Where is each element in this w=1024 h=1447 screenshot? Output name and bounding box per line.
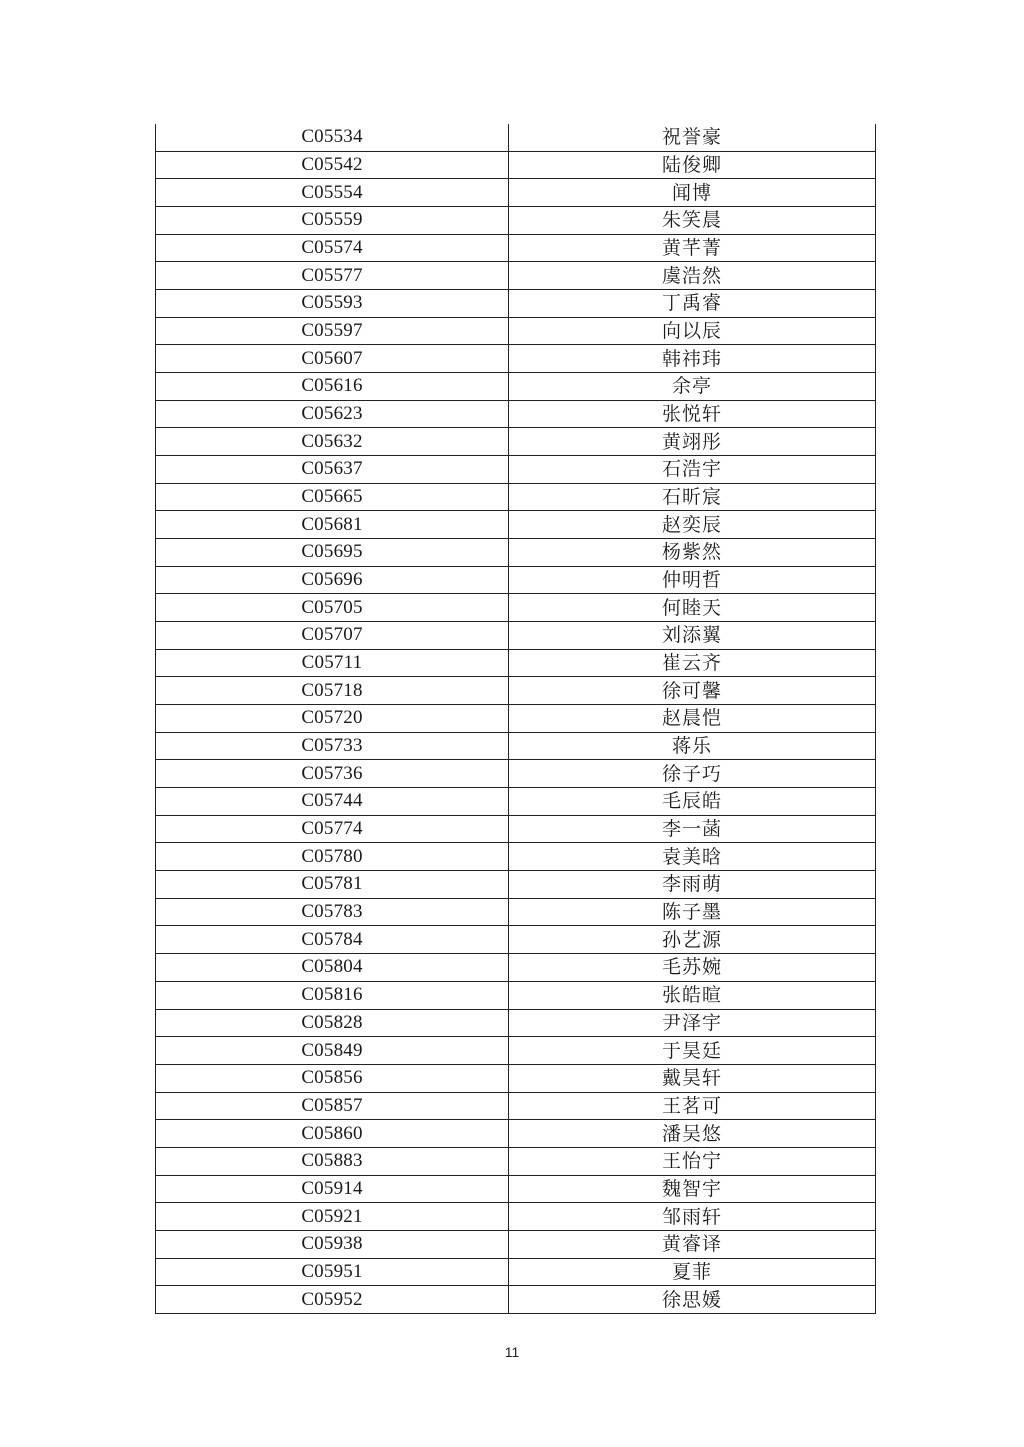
candidate-name-cell: 祝誉豪 — [509, 124, 876, 151]
table-row — [156, 649, 876, 677]
candidate-name-cell: 夏菲 — [509, 1258, 876, 1286]
candidate-name-cell: 戴昊轩 — [509, 1064, 876, 1092]
candidate-id-cell: C05637 — [156, 456, 509, 484]
table-row — [156, 898, 876, 926]
table-row — [156, 151, 876, 179]
candidate-name-cell: 李一菡 — [509, 815, 876, 843]
candidate-id-cell: C05736 — [156, 760, 509, 788]
candidate-id-cell: C05781 — [156, 871, 509, 899]
table-row — [156, 1092, 876, 1120]
table-row — [156, 1286, 876, 1314]
candidate-id-cell: C05816 — [156, 981, 509, 1009]
candidate-id-cell: C05695 — [156, 539, 509, 567]
candidate-id-cell: C05849 — [156, 1037, 509, 1065]
table-row — [156, 456, 876, 484]
candidate-id-cell: C05574 — [156, 234, 509, 262]
candidate-name-cell: 赵晨恺 — [509, 705, 876, 733]
candidate-name-cell: 丁禹睿 — [509, 290, 876, 318]
candidate-name-cell: 陈子墨 — [509, 898, 876, 926]
candidate-name-cell: 向以辰 — [509, 317, 876, 345]
candidate-id-cell: C05707 — [156, 622, 509, 650]
table-row — [156, 926, 876, 954]
candidate-id-cell: C05696 — [156, 566, 509, 594]
table-row — [156, 428, 876, 456]
candidate-id-cell: C05938 — [156, 1230, 509, 1258]
candidate-id-cell: C05784 — [156, 926, 509, 954]
candidate-id-cell: C05720 — [156, 705, 509, 733]
candidate-id-cell: C05914 — [156, 1175, 509, 1203]
candidate-name-cell: 韩祎玮 — [509, 345, 876, 373]
candidate-name-cell: 魏智宇 — [509, 1175, 876, 1203]
candidate-id-cell: C05559 — [156, 207, 509, 235]
candidate-name-cell: 仲明哲 — [509, 566, 876, 594]
roster-table — [155, 124, 876, 1314]
candidate-id-cell: C05681 — [156, 511, 509, 539]
candidate-name-cell: 杨紫然 — [509, 539, 876, 567]
table-row — [156, 705, 876, 733]
table-row — [156, 539, 876, 567]
candidate-name-cell: 石昕宸 — [509, 483, 876, 511]
candidate-name-cell: 王茗可 — [509, 1092, 876, 1120]
candidate-name-cell: 何睦天 — [509, 594, 876, 622]
candidate-id-cell: C05856 — [156, 1064, 509, 1092]
candidate-name-cell: 张皓暄 — [509, 981, 876, 1009]
candidate-name-cell: 潘吴悠 — [509, 1120, 876, 1148]
candidate-id-cell: C05774 — [156, 815, 509, 843]
page-number: 11 — [504, 1344, 520, 1360]
candidate-id-cell: C05711 — [156, 649, 509, 677]
table-row — [156, 981, 876, 1009]
table-row — [156, 317, 876, 345]
candidate-id-cell: C05577 — [156, 262, 509, 290]
candidate-id-cell: C05921 — [156, 1203, 509, 1231]
candidate-name-cell: 蒋乐 — [509, 732, 876, 760]
candidate-id-cell: C05623 — [156, 400, 509, 428]
table-row — [156, 345, 876, 373]
table-row — [156, 843, 876, 871]
candidate-name-cell: 袁美晗 — [509, 843, 876, 871]
table-row — [156, 954, 876, 982]
candidate-name-cell: 黄睿译 — [509, 1230, 876, 1258]
table-row — [156, 1258, 876, 1286]
candidate-id-cell: C05597 — [156, 317, 509, 345]
candidate-id-cell: C05952 — [156, 1286, 509, 1314]
candidate-id-cell: C05607 — [156, 345, 509, 373]
table-row — [156, 1009, 876, 1037]
table-row — [156, 1175, 876, 1203]
candidate-name-cell: 邹雨轩 — [509, 1203, 876, 1231]
table-row — [156, 566, 876, 594]
candidate-id-cell: C05780 — [156, 843, 509, 871]
candidate-id-cell: C05593 — [156, 290, 509, 318]
candidate-name-cell: 陆俊卿 — [509, 151, 876, 179]
candidate-id-cell: C05542 — [156, 151, 509, 179]
candidate-id-cell: C05705 — [156, 594, 509, 622]
candidate-id-cell: C05951 — [156, 1258, 509, 1286]
table-row — [156, 373, 876, 401]
candidate-name-cell: 朱笑晨 — [509, 207, 876, 235]
table-row — [156, 677, 876, 705]
candidate-name-cell: 毛苏婉 — [509, 954, 876, 982]
candidate-id-cell: C05857 — [156, 1092, 509, 1120]
candidate-id-cell: C05804 — [156, 954, 509, 982]
table-row — [156, 290, 876, 318]
candidate-name-cell: 石浩宇 — [509, 456, 876, 484]
candidate-name-cell: 徐思媛 — [509, 1286, 876, 1314]
table-row — [156, 483, 876, 511]
candidate-id-cell: C05733 — [156, 732, 509, 760]
candidate-name-cell: 尹泽宇 — [509, 1009, 876, 1037]
table-row — [156, 788, 876, 816]
table-row — [156, 511, 876, 539]
candidate-id-cell: C05534 — [156, 124, 509, 151]
table-row — [156, 234, 876, 262]
candidate-name-cell: 李雨萌 — [509, 871, 876, 899]
table-row — [156, 815, 876, 843]
table-row — [156, 262, 876, 290]
candidate-id-cell: C05632 — [156, 428, 509, 456]
table-row — [156, 760, 876, 788]
table-row — [156, 1147, 876, 1175]
candidate-id-cell: C05718 — [156, 677, 509, 705]
candidate-id-cell: C05665 — [156, 483, 509, 511]
candidate-id-cell: C05554 — [156, 179, 509, 207]
table-row — [156, 871, 876, 899]
table-row — [156, 1037, 876, 1065]
table-row — [156, 179, 876, 207]
candidate-name-cell: 黄翊彤 — [509, 428, 876, 456]
candidate-id-cell: C05860 — [156, 1120, 509, 1148]
table-row — [156, 1120, 876, 1148]
candidate-name-cell: 于昊廷 — [509, 1037, 876, 1065]
candidate-name-cell: 闻博 — [509, 179, 876, 207]
candidate-name-cell: 崔云齐 — [509, 649, 876, 677]
candidate-id-cell: C05744 — [156, 788, 509, 816]
candidate-id-cell: C05616 — [156, 373, 509, 401]
table-row — [156, 400, 876, 428]
candidate-name-cell: 黄芊菁 — [509, 234, 876, 262]
candidate-name-cell: 毛辰皓 — [509, 788, 876, 816]
table-row — [156, 207, 876, 235]
candidate-name-cell: 孙艺源 — [509, 926, 876, 954]
candidate-id-cell: C05783 — [156, 898, 509, 926]
candidate-name-cell: 虞浩然 — [509, 262, 876, 290]
candidate-id-cell: C05828 — [156, 1009, 509, 1037]
table-row — [156, 732, 876, 760]
table-row — [156, 1203, 876, 1231]
table-row — [156, 124, 876, 151]
candidate-name-cell: 徐可馨 — [509, 677, 876, 705]
table-row — [156, 622, 876, 650]
candidate-name-cell: 赵奕辰 — [509, 511, 876, 539]
candidate-name-cell: 徐子巧 — [509, 760, 876, 788]
table-row — [156, 594, 876, 622]
candidate-name-cell: 张悦轩 — [509, 400, 876, 428]
table-row — [156, 1230, 876, 1258]
table-row — [156, 1064, 876, 1092]
candidate-name-cell: 余亭 — [509, 373, 876, 401]
candidate-name-cell: 王怡宁 — [509, 1147, 876, 1175]
candidate-id-cell: C05883 — [156, 1147, 509, 1175]
candidate-name-cell: 刘添翼 — [509, 622, 876, 650]
roster-table-body — [156, 124, 876, 1313]
